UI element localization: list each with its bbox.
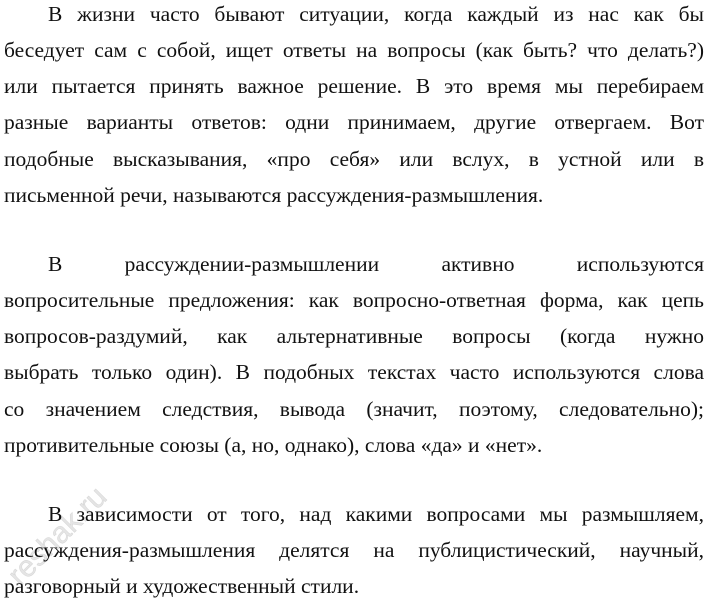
paragraph-1-line-1: В жизни часто бывают ситуации, когда каждый из нас как бы xyxy=(48,2,704,26)
paragraph-1-line-4: разные варианты ответов: одни принимаем, другие отвергаем. Вот xyxy=(4,110,704,134)
watermark-text: reshak.ru xyxy=(10,480,114,592)
paragraph-3-line-3: разговорный и художественный стили. xyxy=(4,574,360,598)
paragraph-3-line-2: рассуждения-размышления делятся на публицистический, научный, xyxy=(4,538,704,562)
paragraph-3-line-1: В зависимости от того, над какими вопросами мы размышляем, xyxy=(48,502,704,526)
paragraph-2-line-3: вопросов-раздумий, как альтернативные вопросы (когда нужно xyxy=(4,324,704,348)
paragraph-1-line-6: письменной речи, называются рассуждения-размышления. xyxy=(4,183,544,207)
paragraph-2-line-1: В рассуждении-размышлении активно используются xyxy=(48,252,704,276)
paragraph-2-line-2: вопросительные предложения: как вопросно-ответная форма, как цепь xyxy=(4,288,704,312)
paragraph-2-line-5: со значением следствия, вывода (значит, поэтому, следовательно); xyxy=(4,397,704,421)
paragraph-2-line-6: противительные союзы (а, но, однако), слова «да» и «нет». xyxy=(4,433,543,457)
paragraph-1-line-5: подобные высказывания, «про себя» или вслух, в устной или в xyxy=(4,147,704,171)
paragraph-1-line-3: или пытается принять важное решение. В это время мы перебираем xyxy=(4,74,704,98)
paragraph-1-line-2: беседует сам с собой, ищет ответы на вопросы (как быть? что делать?) xyxy=(4,38,704,62)
paragraph-2-line-4: выбрать только один). В подобных текстах часто используются слова xyxy=(4,360,704,384)
